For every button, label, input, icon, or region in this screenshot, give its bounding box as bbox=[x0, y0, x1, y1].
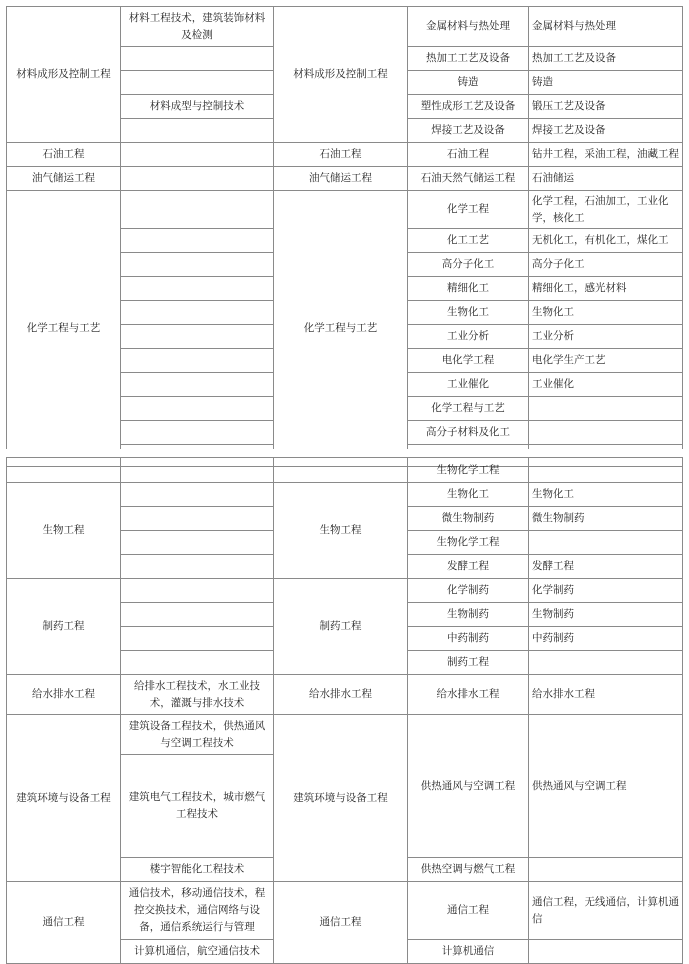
old-direction-cell: 金属材料与热处理 bbox=[529, 7, 683, 47]
old-direction-cell bbox=[529, 531, 683, 555]
old-major-cell: 供热通风与空调工程 bbox=[408, 715, 529, 858]
major-cell: 制药工程 bbox=[274, 579, 408, 675]
table-body bbox=[7, 7, 683, 467]
major-cell: 给水排水工程 bbox=[274, 675, 408, 715]
old-direction-cell bbox=[529, 397, 683, 421]
old-direction-cell: 铸造 bbox=[529, 71, 683, 95]
vocational-major-cell: 楼宇智能化工程技术 bbox=[121, 858, 274, 882]
old-major-cell: 工业分析 bbox=[408, 325, 529, 349]
major-cell: 生物工程 bbox=[274, 483, 408, 579]
major-cell: 建筑环境与设备工程 bbox=[274, 715, 408, 882]
page-break bbox=[0, 449, 689, 457]
vocational-major-cell bbox=[121, 143, 274, 167]
vocational-major-cell bbox=[121, 458, 274, 483]
table-row bbox=[7, 143, 683, 167]
old-direction-cell: 给水排水工程 bbox=[529, 675, 683, 715]
vocational-major-cell bbox=[121, 483, 274, 507]
vocational-major-cell bbox=[121, 651, 274, 675]
old-direction-cell: 钻井工程，采油工程，油藏工程 bbox=[529, 143, 683, 167]
old-major-cell: 生物化工 bbox=[408, 301, 529, 325]
vocational-major-cell bbox=[121, 191, 274, 229]
table-row bbox=[7, 167, 683, 191]
major-cell: 油气储运工程 bbox=[274, 167, 408, 191]
old-direction-cell: 生物化工 bbox=[529, 483, 683, 507]
old-major-cell: 化学工程 bbox=[408, 191, 529, 229]
vocational-major-cell bbox=[121, 555, 274, 579]
old-direction-cell: 精细化工，感光材料 bbox=[529, 277, 683, 301]
major-cell: 材料成形及控制工程 bbox=[274, 7, 408, 143]
vocational-major-cell bbox=[121, 167, 274, 191]
table-body bbox=[7, 458, 683, 964]
major-table-part-1 bbox=[6, 6, 683, 467]
vocational-major-cell bbox=[121, 507, 274, 531]
old-major-cell: 生物化学工程 bbox=[408, 531, 529, 555]
old-direction-cell: 热加工工艺及设备 bbox=[529, 47, 683, 71]
old-direction-cell: 化学制药 bbox=[529, 579, 683, 603]
table-row bbox=[7, 715, 683, 755]
old-major-cell: 高分子化工 bbox=[408, 253, 529, 277]
old-major-cell: 制药工程 bbox=[408, 651, 529, 675]
undergrad-major-cell: 给水排水工程 bbox=[7, 675, 121, 715]
vocational-major-cell: 通信技术，移动通信技术，程控交换技术，通信网络与设备，通信系统运行与管理 bbox=[121, 882, 274, 940]
vocational-major-cell: 计算机通信，航空通信技术 bbox=[121, 940, 274, 964]
old-major-cell: 发酵工程 bbox=[408, 555, 529, 579]
table-row bbox=[7, 675, 683, 715]
table-row bbox=[7, 458, 683, 483]
table-row bbox=[7, 191, 683, 229]
vocational-major-cell bbox=[121, 229, 274, 253]
old-direction-cell: 工业催化 bbox=[529, 373, 683, 397]
old-direction-cell: 通信工程，无线通信，计算机通信 bbox=[529, 882, 683, 940]
vocational-major-cell bbox=[121, 579, 274, 603]
old-major-cell: 化学工程与工艺 bbox=[408, 397, 529, 421]
undergrad-major-cell: 建筑环境与设备工程 bbox=[7, 715, 121, 882]
old-major-cell: 精细化工 bbox=[408, 277, 529, 301]
undergrad-major-cell: 石油工程 bbox=[7, 143, 121, 167]
old-major-cell: 通信工程 bbox=[408, 882, 529, 940]
old-direction-cell bbox=[529, 858, 683, 882]
vocational-major-cell bbox=[121, 325, 274, 349]
major-cell: 化学工程与工艺 bbox=[274, 191, 408, 467]
old-major-cell: 热加工工艺及设备 bbox=[408, 47, 529, 71]
old-major-cell: 电化学工程 bbox=[408, 349, 529, 373]
old-direction-cell bbox=[529, 651, 683, 675]
vocational-major-cell bbox=[121, 531, 274, 555]
vocational-major-cell bbox=[121, 373, 274, 397]
undergrad-major-cell: 制药工程 bbox=[7, 579, 121, 675]
major-cell: 石油工程 bbox=[274, 143, 408, 167]
undergrad-major-cell: 油气储运工程 bbox=[7, 167, 121, 191]
old-major-cell: 石油天然气储运工程 bbox=[408, 167, 529, 191]
undergrad-major-cell: 材料成形及控制工程 bbox=[7, 7, 121, 143]
old-direction-cell bbox=[529, 458, 683, 483]
major-table-part-2 bbox=[6, 457, 683, 964]
major-cell bbox=[274, 458, 408, 483]
vocational-major-cell: 材料工程技术，建筑装饰材料及检测 bbox=[121, 7, 274, 47]
vocational-major-cell bbox=[121, 603, 274, 627]
old-direction-cell: 发酵工程 bbox=[529, 555, 683, 579]
old-major-cell: 铸造 bbox=[408, 71, 529, 95]
old-major-cell: 高分子材料及化工 bbox=[408, 421, 529, 445]
old-direction-cell: 微生物制药 bbox=[529, 507, 683, 531]
vocational-major-cell bbox=[121, 421, 274, 445]
old-major-cell: 中药制药 bbox=[408, 627, 529, 651]
old-major-cell: 微生物制药 bbox=[408, 507, 529, 531]
old-direction-cell: 无机化工，有机化工，煤化工 bbox=[529, 229, 683, 253]
table-row bbox=[7, 7, 683, 47]
vocational-major-cell bbox=[121, 253, 274, 277]
old-major-cell: 焊接工艺及设备 bbox=[408, 119, 529, 143]
major-cell: 通信工程 bbox=[274, 882, 408, 964]
old-major-cell: 石油工程 bbox=[408, 143, 529, 167]
table-row bbox=[7, 483, 683, 507]
old-major-cell: 供热空调与燃气工程 bbox=[408, 858, 529, 882]
undergrad-major-cell bbox=[7, 458, 121, 483]
vocational-major-cell bbox=[121, 349, 274, 373]
old-direction-cell: 高分子化工 bbox=[529, 253, 683, 277]
old-major-cell: 化学制药 bbox=[408, 579, 529, 603]
undergrad-major-cell: 通信工程 bbox=[7, 882, 121, 964]
old-direction-cell: 电化学生产工艺 bbox=[529, 349, 683, 373]
old-direction-cell bbox=[529, 421, 683, 445]
vocational-major-cell: 建筑电气工程技术，城市燃气工程技术 bbox=[121, 755, 274, 858]
old-direction-cell: 中药制药 bbox=[529, 627, 683, 651]
vocational-major-cell bbox=[121, 71, 274, 95]
old-direction-cell: 化学工程，石油加工，工业化学，核化工 bbox=[529, 191, 683, 229]
old-direction-cell: 焊接工艺及设备 bbox=[529, 119, 683, 143]
old-direction-cell: 工业分析 bbox=[529, 325, 683, 349]
vocational-major-cell: 给排水工程技术，水工业技术，灌溉与排水技术 bbox=[121, 675, 274, 715]
old-direction-cell: 锻压工艺及设备 bbox=[529, 95, 683, 119]
vocational-major-cell bbox=[121, 397, 274, 421]
old-direction-cell: 供热通风与空调工程 bbox=[529, 715, 683, 858]
old-major-cell: 工业催化 bbox=[408, 373, 529, 397]
vocational-major-cell bbox=[121, 301, 274, 325]
old-major-cell: 给水排水工程 bbox=[408, 675, 529, 715]
old-direction-cell: 生物制药 bbox=[529, 603, 683, 627]
vocational-major-cell bbox=[121, 627, 274, 651]
old-major-cell: 金属材料与热处理 bbox=[408, 7, 529, 47]
old-major-cell: 计算机通信 bbox=[408, 940, 529, 964]
vocational-major-cell: 材料成型与控制技术 bbox=[121, 95, 274, 119]
old-major-cell: 化工工艺 bbox=[408, 229, 529, 253]
old-direction-cell: 生物化工 bbox=[529, 301, 683, 325]
old-major-cell: 生物化工 bbox=[408, 483, 529, 507]
old-major-cell: 生物化学工程 bbox=[408, 458, 529, 483]
table-row bbox=[7, 579, 683, 603]
vocational-major-cell bbox=[121, 119, 274, 143]
old-direction-cell: 石油储运 bbox=[529, 167, 683, 191]
old-major-cell: 塑性成形工艺及设备 bbox=[408, 95, 529, 119]
undergrad-major-cell: 化学工程与工艺 bbox=[7, 191, 121, 467]
undergrad-major-cell: 生物工程 bbox=[7, 483, 121, 579]
old-direction-cell bbox=[529, 940, 683, 964]
vocational-major-cell: 建筑设备工程技术，供热通风与空调工程技术 bbox=[121, 715, 274, 755]
vocational-major-cell bbox=[121, 47, 274, 71]
vocational-major-cell bbox=[121, 277, 274, 301]
old-major-cell: 生物制药 bbox=[408, 603, 529, 627]
